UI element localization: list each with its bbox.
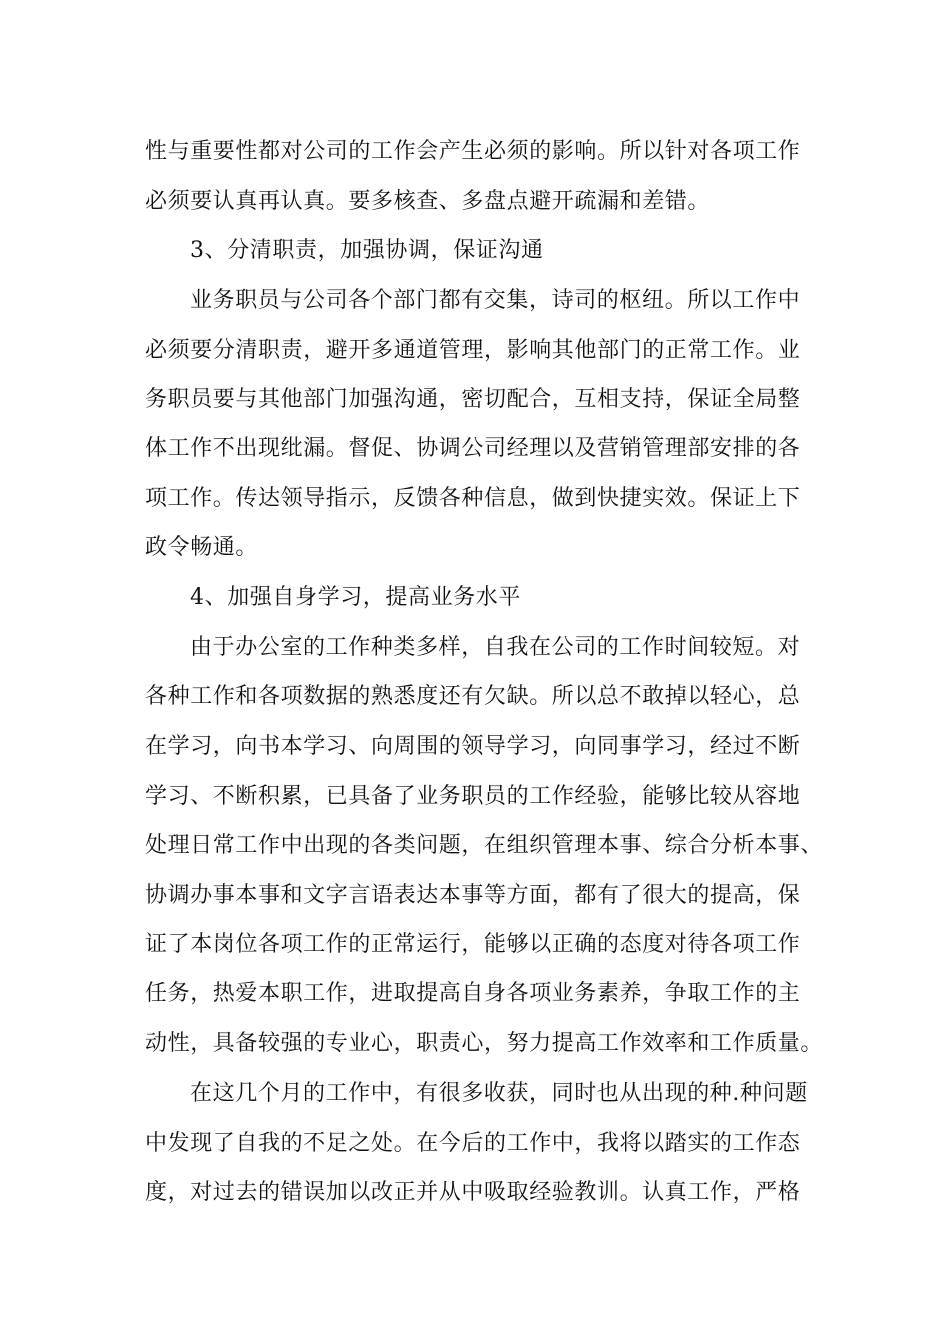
text-line: 业务职员与公司各个部门都有交集，诗司的枢纽。所以工作中 <box>190 288 801 313</box>
text-line: 体工作不出现纰漏。督促、协调公司经理以及营销管理部安排的各 <box>145 436 801 461</box>
text-line: 中发现了自我的不足之处。在今后的工作中，我将以踏实的工作态 <box>145 1131 801 1156</box>
text-line: 务职员要与其他部门加强沟通，密切配合，互相支持，保证全局整 <box>145 387 801 412</box>
text-line: 必须要分清职责，避开多通道管理，影响其他部门的正常工作。业 <box>145 338 801 363</box>
text-line: 处理日常工作中出现的各类问题，在组织管理本事、综合分析本事、 <box>145 833 824 858</box>
text-line: 项工作。传达领导指示，反馈各种信息，做到快捷实效。保证上下 <box>145 486 801 511</box>
text-line: 政令畅通。 <box>145 535 259 560</box>
text-line: 在学习，向书本学习、向周围的领导学习，向同事学习，经过不断 <box>145 734 801 759</box>
text-line: 任务，热爱本职工作，进取提高自身各项业务素养，争取工作的主 <box>145 981 801 1006</box>
text-line: 必须要认真再认真。要多核查、多盘点避开疏漏和差错。 <box>145 189 711 214</box>
text-line: 度，对过去的错误加以改正并从中吸取经验教训。认真工作，严格 <box>145 1180 801 1205</box>
section-heading: 4、加强自身学习，提高业务水平 <box>190 585 521 610</box>
text-line: 在这几个月的工作中，有很多收获，同时也从出现的种.种问题 <box>190 1081 808 1106</box>
section-heading: 3、分清职责，加强协调，保证沟通 <box>190 238 544 263</box>
text-line: 各种工作和各项数据的熟悉度还有欠缺。所以总不敢掉以轻心，总 <box>145 684 801 709</box>
text-line: 协调办事本事和文字言语表达本事等方面，都有了很大的提高，保 <box>145 883 801 908</box>
text-line: 性与重要性都对公司的工作会产生必须的影响。所以针对各项工作 <box>145 139 801 164</box>
text-line: 证了本岗位各项工作的正常运行，能够以正确的态度对待各项工作 <box>145 932 801 957</box>
text-line: 动性，具备较强的专业心，职责心，努力提高工作效率和工作质量。 <box>145 1031 824 1056</box>
text-line: 学习、不断积累，已具备了业务职员的工作经验，能够比较从容地 <box>145 784 801 809</box>
text-line: 由于办公室的工作种类多样，自我在公司的工作时间较短。对 <box>190 635 801 660</box>
